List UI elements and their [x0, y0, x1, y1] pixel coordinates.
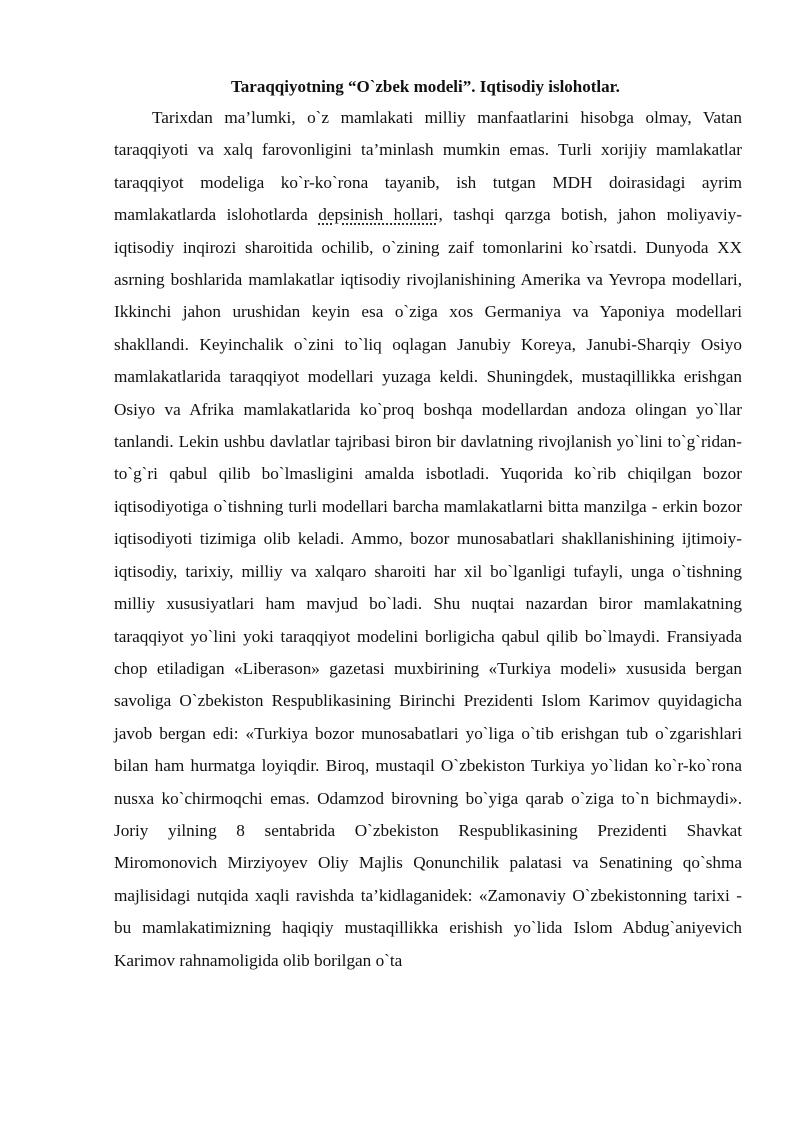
underlined-phrase: depsinish hollari — [318, 205, 439, 225]
document-title: Taraqqiyotning “O`zbek modeli”. Iqtisodiy islohotlar. — [231, 77, 620, 96]
paragraph-text-start: Tarixdan ma’lumki, o`z mamlakati milliy manfaatlarini hisobga olmay, Vatan taraqqiyoti va xalq farovonligini ta’minlash mumkin emas. Turli xorijiy mamlakatlar taraqqiyot modeliga ko`r-ko`rona tayanib, ish tutgan MDH doirasidagi ayrim mamlakatlarda islohotlarda — [114, 108, 742, 225]
body-paragraph — [114, 102, 742, 977]
document-page — [114, 72, 742, 977]
paragraph-text-rest: , tashqi qarzga botish, jahon moliyaviy-iqtisodiy inqirozi sharoitida ochilib, o`zining zaif tomonlarini ko`rsatdi. Dunyoda XX asrning boshlarida mamlakatlar iqtisodiy rivojlanishining Amerika va Yevropa modellari, Ikkinchi jahon urushidan keyin esa o`ziga xos Germaniya va Yaponiya modellari shakllandi. Keyinchalik o`zini to`liq oqlagan Janubiy Koreya, Janubi-Sharqiy Osiyo mamlakatlarida taraqqiyot modellari yuzaga keldi. Shuningdek, mustaqillikka erishgan Osiyo va Afrika mamlakatlarida ko`proq boshqa modellardan andoza olingan yo`llar tanlandi. Lekin ushbu davlatlar tajribasi biron bir davlatning rivojlanish yo`lini to`g`ridan-to`g`ri qabul qilib bo`lmasligini amalda isbotladi. Yuqorida ko`rib chiqilgan bozor iqtisodiyotiga o`tishning turli modellari barcha mamlakatlarni bitta manzilga - erkin bozor iqtisodiyoti tizimiga olib keladi. Ammo, bozor munosabatlari shakllanishining ijtimoiy-iqtisodiy, tarixiy, milliy va xalqaro sharoiti har xil bo`lganligi tufayli, unga o`tishning milliy xususiyatlari ham mavjud bo`ladi. Shu nuqtai nazardan biror mamlakatning taraqqiyot yo`lini yoki taraqqiyot modelini borligicha qabul qilib bo`lmaydi. Fransiyada chop etiladigan «Liberason» gazetasi muxbirining «Turkiya modeli» xususida bergan savoliga O`zbekiston Respublikasining Birinchi Prezidenti Islom Karimov quyidagicha javob bergan edi: «Turkiya bozor munosabatlari yo`liga o`tib erishgan tub o`zgarishlari bilan ham hurmatga loyiqdir. Biroq, mustaqil O`zbekiston Turkiya yo`lidan ko`r-ko`rona nusxa ko`chirmoqchi emas. Odamzod birovning bo`yiga qarab o`ziga to`n bichmaydi». Joriy yilning 8 sentabrida O`zbekiston Respublikasining Prezidenti Shavkat Miromonovich Mirziyoyev Oliy Majlis Qonunchilik palatasi va Senatining qo`shma majlisidagi nutqida xaqli ravishda ta’kidlaganidek: «Zamonaviy O`zbekistonning tarixi - bu mamlakatimizning haqiqiy mustaqillikka erishish yo`lida Islom Abdug`aniyevich Karimov rahnamoligida olib borilgan o`ta — [114, 205, 742, 970]
